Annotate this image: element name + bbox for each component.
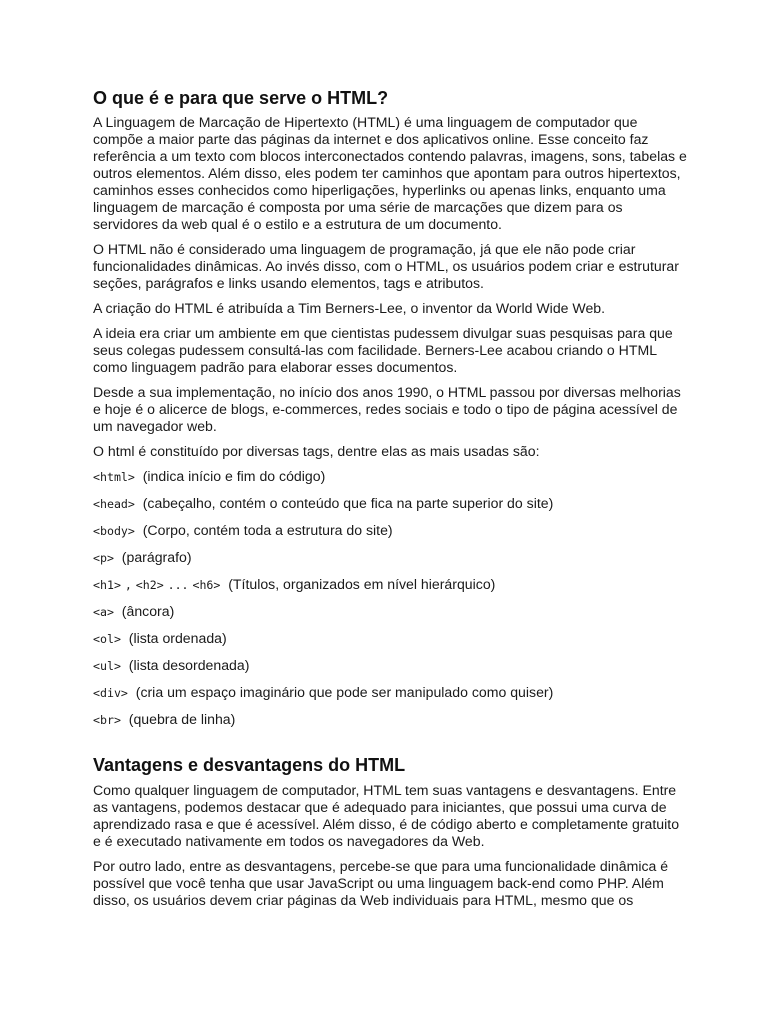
tag-item-div [93,684,688,702]
paragraph: O html é constituído por diversas tags, dentre elas as mais usadas são: [93,443,540,459]
tag-code: <head> [93,497,135,511]
paragraph: A Linguagem de Marcação de Hipertexto (HTML) é uma linguagem de computador que compõe a maior parte das páginas da internet e dos aplicativos online. Esse conceito faz referência a um texto com blocos interconectados contendo palavras, imagens, sons, tabelas e outros elementos. Além disso, eles podem ter caminhos que apontam para outros hipertextos, caminhos esses conhecidos como hiperligações, hyperlinks ou apenas links, enquanto uma linguagem de marcação é composta por uma série de marcações que dizem para os servidores da web qual é o estilo e a estrutura de um documento. [93,114,687,232]
tag-comma: , [124,578,132,592]
tag-item-head [93,495,688,513]
tag-description: (lista ordenada) [128,630,227,646]
paragraph: A ideia era criar um ambiente em que cientistas pudessem divulgar suas pesquisas para que seus colegas pudessem consultá-las com facilidade. Berners-Lee acabou criando o HTML como linguagem padrão para elaborar esses documentos. [93,325,673,375]
paragraph: Desde a sua implementação, no início dos anos 1990, o HTML passou por diversas melhorias e hoje é o alicerce de blogs, e-commerces, redes sociais e todo o tipo de página acessível de um navegador web. [93,384,681,434]
tag-description: (cria um espaço imaginário que pode ser manipulado como quiser) [135,684,554,700]
tag-code: <html> [93,470,135,484]
tag-list [93,468,688,729]
tag-description: (cabeçalho, contém o conteúdo que fica na parte superior do site) [142,495,554,511]
tag-item-p [93,549,688,567]
paragraph: O HTML não é considerado uma linguagem de programação, já que ele não pode criar funcionalidades dinâmicas. Ao invés disso, com o HTML, os usuários podem criar e estruturar seções, parágrafos e links usando elementos, tags e atributos. [93,241,679,291]
paragraph: Como qualquer linguagem de computador, HTML tem suas vantagens e desvantagens. Entre as vantagens, podemos destacar que é adequado para iniciantes, que possui uma curva de aprendizado rasa e que é acessível. Além disso, é de código aberto e completamente gratuito e é executado nativamente em todos os navegadores da Web. [93,782,680,849]
tag-code-h2: <h2> [135,578,164,592]
tag-ellipsis: ... [167,578,189,592]
tag-description: (quebra de linha) [128,711,236,727]
tag-description: (Corpo, contém toda a estrutura do site) [142,522,393,538]
tag-item-a [93,603,688,621]
tag-item-ul [93,657,688,675]
tag-item-ol [93,630,688,648]
paragraph: Por outro lado, entre as desvantagens, percebe-se que para uma funcionalidade dinâmica é possível que você tenha que usar JavaScript ou uma linguagem back-end como PHP. Além disso, os usuários devem criar páginas da Web individuais para HTML, mesmo que os [93,858,669,908]
paragraph: A criação do HTML é atribuída a Tim Berners-Lee, o inventor da World Wide Web. [93,300,606,316]
tag-code: <br> [93,713,121,727]
tag-code: <ul> [93,659,121,673]
section-heading-advantages: Vantagens e desvantagens do HTML [93,755,406,775]
tag-code: <div> [93,686,128,700]
tag-item-html [93,468,688,486]
tag-code: <a> [93,605,114,619]
tag-item-br [93,711,688,729]
tag-description: (lista desordenada) [128,657,250,673]
tag-item-headings [93,576,688,594]
tag-code-h6: <h6> [192,578,221,592]
tag-code-h1: <h1> [93,578,121,592]
tag-description: (parágrafo) [121,549,192,565]
tag-description: (Títulos, organizados em nível hierárquico) [228,576,496,592]
tag-description: (âncora) [121,603,175,619]
tag-description: (indica início e fim do código) [142,468,326,484]
tag-code: <body> [93,524,135,538]
section-heading-html: O que é e para que serve o HTML? [93,88,389,108]
tag-item-body [93,522,688,540]
tag-code: <p> [93,551,114,565]
tag-code: <ol> [93,632,121,646]
